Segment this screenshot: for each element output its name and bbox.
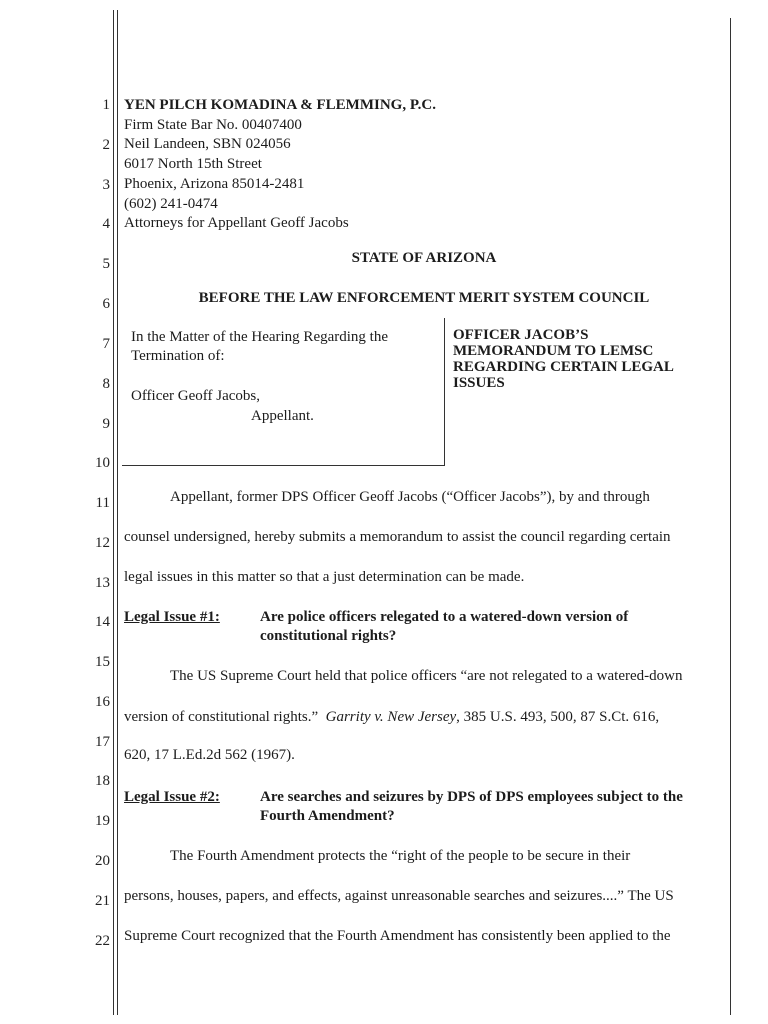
left-margin-rule-outer [113,10,114,1015]
firm-bar-number: Firm State Bar No. 00407400 [124,117,302,133]
issue1-para-line2 [124,709,659,726]
document-title-line4: ISSUES [453,375,505,391]
line-number: 13 [95,575,110,591]
firm-name: YEN PILCH KOMADINA & FLEMMING, P.C. [124,97,436,113]
line-number: 8 [102,376,110,392]
intro-line1: Appellant, former DPS Officer Geoff Jacobs (“Officer Jacobs”), by and through [170,489,650,505]
line-number: 9 [102,416,110,432]
caption-role: Appellant. [251,408,314,424]
legal-issue-2-question-line1: Are searches and seizures by DPS of DPS employees subject to the [260,789,683,805]
legal-issue-1-question-line2: constitutional rights? [260,628,397,644]
legal-issue-1-label: Legal Issue #1: [124,609,220,625]
line-number: 19 [95,813,110,829]
caption-box [118,318,730,470]
caption-party: Officer Geoff Jacobs, [131,388,260,404]
line-number: 12 [95,535,110,551]
line-number: 3 [102,177,110,193]
document-title-line2: MEMORANDUM TO LEMSC [453,343,654,359]
issue2-para-line3: Supreme Court recognized that the Fourth Amendment has consistently been applied to the [124,928,671,944]
intro-line3: legal issues in this matter so that a just determination can be made. [124,569,525,585]
issue1-para-line3: 620, 17 L.Ed.2d 562 (1967). [124,747,295,763]
line-number: 20 [95,853,110,869]
legal-issue-1-question-line1: Are police officers relegated to a watered-down version of [260,609,629,625]
caption-divider [444,318,445,466]
document-title-line3: REGARDING CERTAIN LEGAL [453,359,674,375]
document-title-line1: OFFICER JACOB’S [453,327,589,343]
caption-bottom-rule [122,465,445,466]
issue1-para-line1: The US Supreme Court held that police officers “are not relegated to a watered-down [170,668,683,684]
line-number: 16 [95,694,110,710]
line-number: 18 [95,773,110,789]
legal-issue-2-label: Legal Issue #2: [124,789,220,805]
line-number: 21 [95,893,110,909]
attorneys-for: Attorneys for Appellant Geoff Jacobs [124,215,349,231]
line-number: 6 [102,296,110,312]
intro-line2: counsel undersigned, hereby submits a memorandum to assist the council regarding certain [124,529,671,545]
line-number: 14 [95,614,110,630]
council-heading: BEFORE THE LAW ENFORCEMENT MERIT SYSTEM COUNCIL [198,290,650,306]
line-number: 7 [102,336,110,352]
line-number: 1 [102,97,110,113]
line-number: 15 [95,654,110,670]
firm-street: 6017 North 15th Street [124,156,262,172]
case-citation-garrity: Garrity v. New Jersey [325,709,457,725]
issue1-para-line2-citation: , 385 U.S. 493, 500, 87 S.Ct. 616, [456,709,660,725]
firm-city: Phoenix, Arizona 85014-2481 [124,176,305,192]
line-number: 10 [95,455,110,471]
caption-matter-line1: In the Matter of the Hearing Regarding the [131,329,388,345]
left-margin-rule-inner [117,10,118,1015]
caption-matter-line2: Termination of: [131,348,225,364]
line-number: 17 [95,734,110,750]
issue2-para-line1: The Fourth Amendment protects the “right of the people to be secure in their [170,848,631,864]
state-heading: STATE OF ARIZONA [351,250,497,266]
issue1-para-line2-text: version of constitutional rights.” [124,709,319,725]
line-number: 22 [95,933,110,949]
right-margin-rule [730,18,731,1015]
line-number: 2 [102,137,110,153]
line-number: 5 [102,256,110,272]
legal-issue-2-question-line2: Fourth Amendment? [260,808,395,824]
line-number: 4 [102,216,110,232]
line-number: 11 [95,495,110,511]
issue2-para-line2: persons, houses, papers, and effects, against unreasonable searches and seizures....” The US [124,888,674,904]
attorney-name: Neil Landeen, SBN 024056 [124,136,291,152]
firm-phone: (602) 241-0474 [124,196,218,212]
